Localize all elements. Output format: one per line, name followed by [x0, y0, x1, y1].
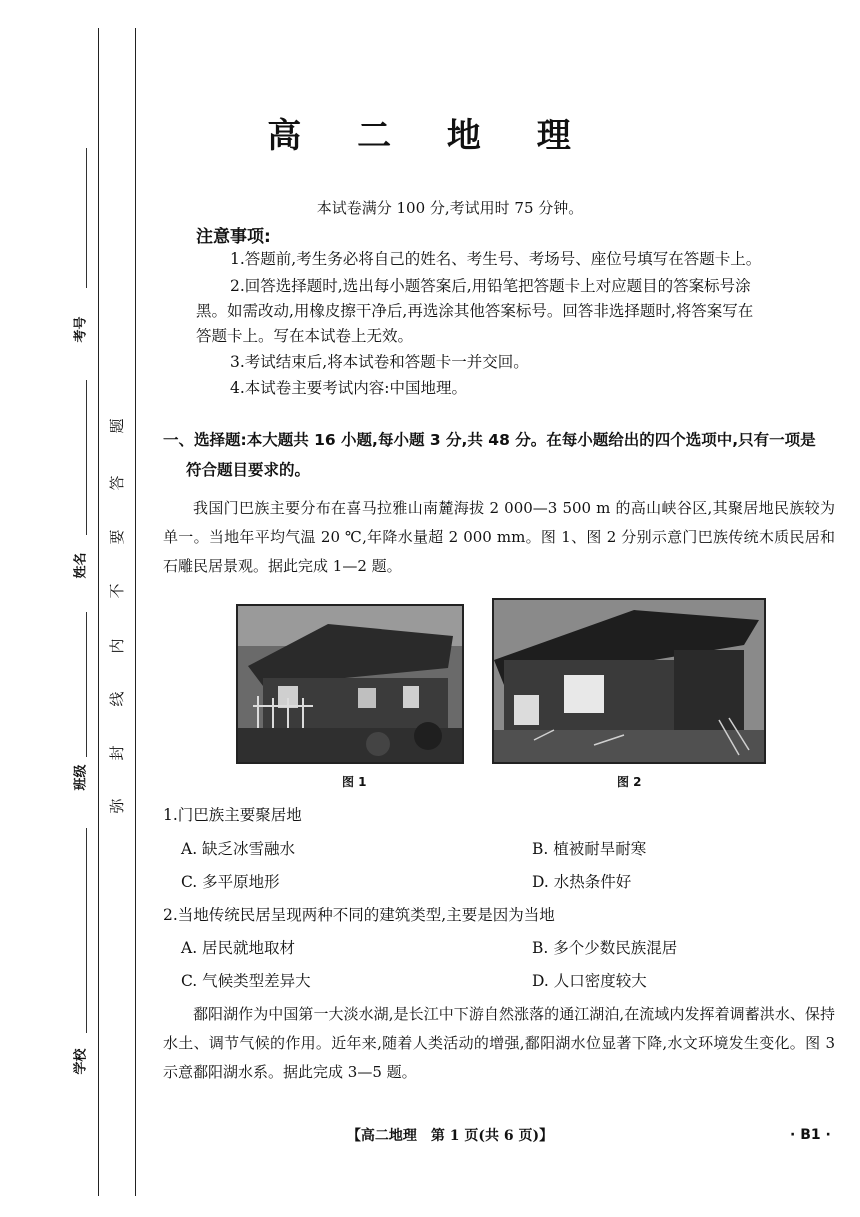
notice-item: 3.考试结束后,将本试卷和答题卡一并交回。	[230, 353, 529, 371]
page-footer: 【高二地理 第 1 页(共 6 页)】	[346, 1128, 554, 1144]
class-underline	[86, 612, 87, 757]
exam-info: 本试卷满分 100 分,考试用时 75 分钟。	[316, 199, 584, 217]
seal-char: 内	[108, 638, 126, 654]
school-label: 学校	[73, 1048, 89, 1075]
seal-char: 要	[108, 529, 126, 545]
question-1-option-a: A. 缺乏冰雪融水	[181, 840, 296, 858]
question-2-stem: 2.当地传统民居呈现两种不同的建筑类型,主要是因为当地	[163, 906, 555, 924]
question-2-option-d: D. 人口密度较大	[532, 972, 647, 990]
question-2-option-b: B. 多个少数民族混居	[532, 939, 678, 957]
figure-2-stone-house-photo	[492, 598, 766, 764]
page-code: · B1 ·	[790, 1127, 831, 1143]
exam-no-label: 考号	[73, 316, 89, 343]
seal-char: 封	[108, 745, 126, 761]
page-title: 高 二 地 理	[267, 116, 593, 156]
seal-char: 线	[108, 691, 126, 707]
question-1-option-d: D. 水热条件好	[532, 873, 632, 891]
question-1-stem: 1.门巴族主要聚居地	[163, 806, 302, 824]
name-underline	[86, 380, 87, 535]
class-label: 班级	[73, 764, 89, 791]
notice-item: 2.回答选择题时,选出每小题答案后,用铅笔把答题卡上对应题目的答案标号涂	[230, 277, 751, 295]
notice-item: 答题卡上。写在本试卷上无效。	[196, 327, 414, 345]
passage-poyang: 鄱阳湖作为中国第一大淡水湖,是长江中下游自然涨落的通江湖泊,在流域内发挥着调蓄洪水、保持水土、调节气候的作用。近年来,随着人类活动的增强,鄱阳湖水位显著下降,水文环境发生变化。图 3 示意鄱阳湖水系。据此完成 3—5 题。	[163, 1005, 835, 1081]
notice-item: 4.本试卷主要考试内容:中国地理。	[230, 379, 468, 397]
seal-char: 弥	[108, 798, 126, 814]
figure-2-illustration	[494, 600, 764, 762]
section-heading	[163, 425, 843, 485]
seal-char: 不	[108, 583, 126, 599]
question-1-option-b: B. 植被耐旱耐寒	[532, 840, 647, 858]
school-underline	[86, 828, 87, 1033]
section-heading-line1: 一、选择题:本大题共 16 小题,每小题 3 分,共 48 分。在每小题给出的四个选项中,只有一项是	[163, 431, 816, 449]
notice-item: 黑。如需改动,用橡皮擦干净后,再选涂其他答案标号。回答非选择题时,将答案写在	[196, 302, 754, 320]
question-1-option-c: C. 多平原地形	[181, 873, 280, 891]
figure-1-caption: 图 1	[342, 775, 367, 789]
figure-1-illustration	[238, 606, 462, 762]
figure-2-caption: 图 2	[617, 775, 642, 789]
exam-no-underline	[86, 148, 87, 288]
name-label: 姓名	[73, 552, 89, 579]
question-2-option-c: C. 气候类型差异大	[181, 972, 311, 990]
notice-title: 注意事项:	[196, 227, 271, 247]
figure-1-wooden-house-photo	[236, 604, 464, 764]
question-2-option-a: A. 居民就地取材	[181, 939, 296, 957]
seal-char: 题	[108, 418, 126, 434]
passage-menba: 我国门巴族主要分布在喜马拉雅山南麓海拔 2 000—3 500 m 的高山峡谷区,其聚居地民族较为单一。当地年平均气温 20 ℃,年降水量超 2 000 mm。图 1、图 2 分别示意门巴族传统木质民居和石雕民居景观。据此完成 1—2 题。	[163, 499, 835, 575]
seal-char: 答	[108, 475, 126, 491]
notice-item: 1.答题前,考生务必将自己的姓名、考生号、考场号、座位号填写在答题卡上。	[230, 250, 762, 268]
section-heading-line2: 符合题目要求的。	[186, 461, 311, 479]
